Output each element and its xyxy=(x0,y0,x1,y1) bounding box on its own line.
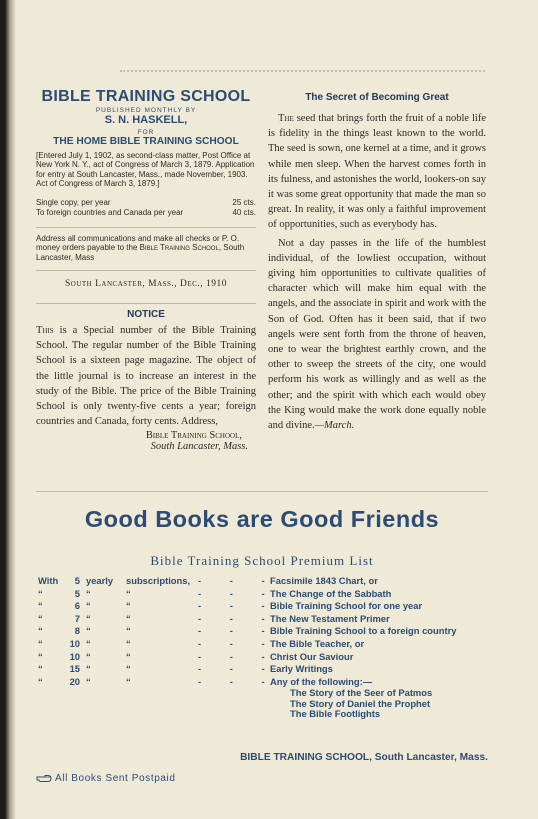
premium-item: The Change of the Sabbath xyxy=(270,587,392,599)
premium-row xyxy=(36,600,496,613)
premium-item: Facsimile 1843 Chart, or xyxy=(270,575,378,586)
premium-subitems xyxy=(290,688,432,720)
decorative-rule xyxy=(120,70,485,76)
subs-cell: “ xyxy=(126,625,131,637)
count-cell: 20 xyxy=(69,675,80,687)
with-cell: “ xyxy=(38,663,43,675)
count-cell: 8 xyxy=(74,625,80,637)
subs-cell: “ xyxy=(126,587,131,599)
premium-row xyxy=(36,613,496,626)
premium-row xyxy=(36,625,496,638)
right-column xyxy=(268,92,486,436)
premium-item: The New Testament Primer xyxy=(270,612,390,624)
subs-cell: “ xyxy=(126,663,131,675)
yearly-cell: “ xyxy=(86,587,91,599)
article-p1-text: seed that brings forth the fruit of a noble life is fidelity in the things least known to the world. The seed is sown, one kernel at a time, and it grows while men sleep. When the harvest comes forth in its fulness, and astonishes the world, lookers-on say it was some great opportunity that made the man so great. In reality, it was only a faithful improvement of opportunities, such as everybody has. xyxy=(268,113,486,231)
pointing-hand-icon xyxy=(36,774,52,783)
yearly-cell: “ xyxy=(86,600,91,612)
with-cell: With xyxy=(38,575,59,586)
article-paragraph-1 xyxy=(268,111,486,233)
dashes-cell: - - - xyxy=(198,625,278,637)
published-by: PUBLISHED MONTHLY BY xyxy=(95,107,197,114)
address-org: Bible Training School, xyxy=(139,243,222,253)
subscription-prices xyxy=(36,198,256,217)
dashes-cell: - - - xyxy=(198,600,278,612)
yearly-cell: “ xyxy=(86,663,91,675)
yearly-cell: yearly xyxy=(86,575,114,586)
notice-signature-place: South Lancaster, Mass. xyxy=(150,440,248,452)
subs-cell: “ xyxy=(126,612,131,624)
premium-item: Christ Our Saviour xyxy=(270,650,354,662)
entered-notice: [Entered July 1, 1902, as second-class matter, Post Office at New York N. Y., act of Congress of March 3, 1879. Application for entry at South Lancaster, Mass., made November, 1903. Act of Congress of March 3, 1879.] xyxy=(36,151,255,188)
price-single-value: 25 cts. xyxy=(232,198,256,208)
with-cell: “ xyxy=(38,650,43,662)
dashes-cell: - - - xyxy=(198,650,278,662)
with-cell: “ xyxy=(38,587,43,599)
section-divider xyxy=(36,491,488,492)
subs-cell: “ xyxy=(126,650,131,662)
premium-item: Bible Training School for one year xyxy=(270,600,423,612)
address-post: South Lancaster, Mass xyxy=(36,243,245,262)
subs-cell: “ xyxy=(126,637,131,649)
with-cell: “ xyxy=(38,600,43,612)
with-cell: “ xyxy=(38,637,43,649)
dashes-cell: - - - xyxy=(198,587,278,599)
dashes-cell: - - - xyxy=(198,637,278,649)
with-cell: “ xyxy=(38,612,43,624)
premium-subitem: The Bible Footlights xyxy=(290,708,381,720)
home-school-title: THE HOME BIBLE TRAINING SCHOOL xyxy=(53,136,239,147)
yearly-cell: “ xyxy=(86,650,91,662)
footer-publisher-line: BIBLE TRAINING SCHOOL, South Lancaster, Mass. xyxy=(240,752,488,763)
article-title: The Secret of Becoming Great xyxy=(305,92,449,103)
article-signature: —March. xyxy=(314,420,355,432)
notice-body xyxy=(36,323,256,429)
count-cell: 10 xyxy=(69,637,80,649)
with-cell: “ xyxy=(38,675,43,687)
premium-row xyxy=(36,663,496,676)
yearly-cell: “ xyxy=(86,612,91,624)
notice-title: NOTICE xyxy=(36,303,256,320)
premium-row xyxy=(36,651,496,664)
subs-cell: “ xyxy=(126,600,131,612)
yearly-cell: “ xyxy=(86,675,91,687)
premium-row xyxy=(36,588,496,601)
price-foreign-value: 40 cts. xyxy=(232,207,256,217)
left-column xyxy=(36,88,256,452)
count-cell: 6 xyxy=(74,600,80,612)
count-cell: 10 xyxy=(69,650,80,662)
price-single-label: Single copy, per year xyxy=(36,198,111,208)
yearly-cell: “ xyxy=(86,625,91,637)
premium-item: Early Writings xyxy=(270,663,333,675)
premium-item: Bible Training School to a foreign country xyxy=(270,625,457,637)
payment-address xyxy=(36,227,256,262)
article-body xyxy=(268,111,486,433)
premium-list xyxy=(36,575,496,720)
count-cell: 5 xyxy=(74,575,80,586)
banner-headline: Good Books are Good Friends xyxy=(84,506,440,532)
dashes-cell: - - - xyxy=(198,612,278,624)
article-p2-text: Not a day passes in the life of the humblest individual, of the lowliest occupation, without giving him opportunities to cultivate qualities of character which will make him equal with the angels, and the associate in spirit and work with the Son of God. Often has it been said, that if two angels were sent forth from the throne of heaven, one to wear the brightest earthly crown, and the other to sweep the streets of the city, one would perform his work as willingly and as well as the other; and the spirit with which each would obey the King would make the work done equally noble and divine. xyxy=(268,237,486,432)
publisher-name: S. N. HASKELL, xyxy=(104,114,188,126)
premium-row xyxy=(36,638,496,651)
yearly-cell: “ xyxy=(86,637,91,649)
postpaid-text: All Books Sent Postpaid xyxy=(55,773,176,784)
price-foreign-row xyxy=(36,208,256,218)
address-pre: Address all communications and make all checks or P. O. money orders payable to the xyxy=(36,234,240,253)
dashes-cell: - - - xyxy=(198,675,278,687)
article-paragraph-2 xyxy=(268,236,486,434)
masthead-title: BIBLE TRAINING SCHOOL xyxy=(41,88,251,105)
premium-subitem: The Story of the Seer of Patmos xyxy=(290,687,433,699)
premium-item: The Bible Teacher, or xyxy=(270,637,365,649)
notice-first-word: This xyxy=(36,325,54,337)
price-single-row xyxy=(36,198,256,208)
dashes-cell: - - - xyxy=(198,575,278,586)
premium-item: Any of the following:— xyxy=(270,675,373,687)
with-cell: “ xyxy=(38,625,43,637)
postpaid-note xyxy=(36,773,176,784)
premium-subitem: The Story of Daniel the Prophet xyxy=(290,697,431,709)
subs-cell: “ xyxy=(126,675,131,687)
article-first-word: The xyxy=(278,113,294,124)
page-edge-shadow xyxy=(0,0,16,819)
dateline: South Lancaster, Mass., Dec., 1910 xyxy=(36,270,256,289)
notice-signature-org: Bible Training School, xyxy=(145,429,242,441)
count-cell: 7 xyxy=(74,612,80,624)
count-cell: 15 xyxy=(69,663,80,675)
price-foreign-label: To foreign countries and Canada per year xyxy=(36,207,184,217)
premium-row xyxy=(36,575,496,588)
premium-sublist xyxy=(36,688,496,720)
premium-list-title: Bible Training School Premium List xyxy=(150,553,374,568)
dashes-cell: - - - xyxy=(198,663,278,675)
count-cell: 5 xyxy=(74,587,80,599)
notice-text: is a Special number of the Bible Training School. The regular number of the Bible Training School is a sixteen page magazine. The object of the little journal is to increase an interest in the study of the Bible. The price of the Bible Training School is only twenty-five cents a year; foreign countries and Canada, forty cents. Address, xyxy=(36,325,256,428)
subs-cell: subscriptions, xyxy=(126,575,191,586)
for-label: FOR xyxy=(137,129,155,136)
